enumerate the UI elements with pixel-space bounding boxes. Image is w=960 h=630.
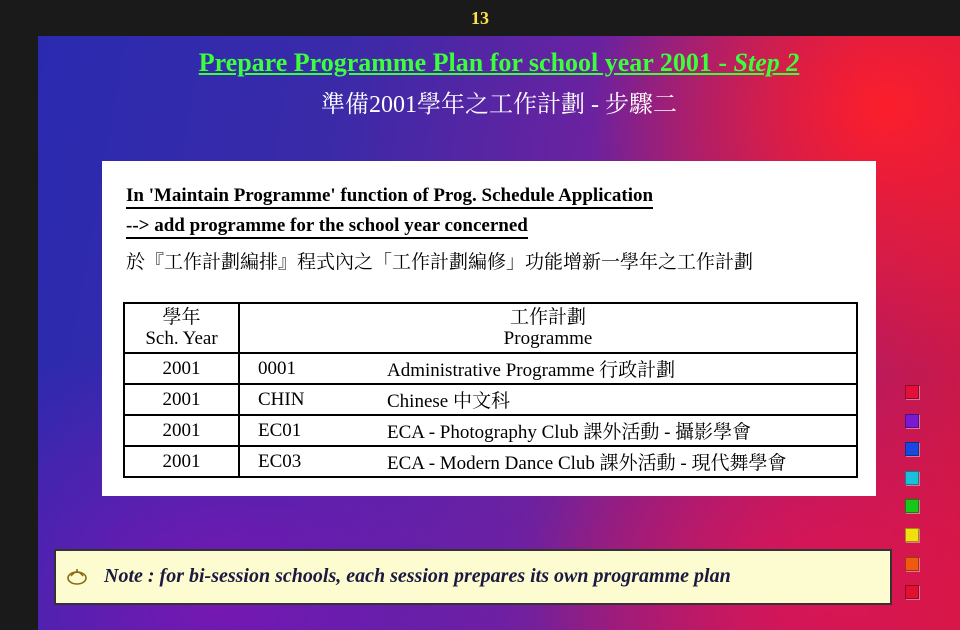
color-swatch (905, 414, 919, 428)
row-year: 2001 (124, 353, 239, 384)
row-year: 2001 (124, 446, 239, 477)
header-school-year-zh: 學年 (162, 307, 201, 328)
row-programme-name: Chinese 中文科 (383, 384, 857, 415)
table-row (124, 353, 857, 384)
color-swatch (905, 385, 919, 399)
row-programme-name: Administrative Programme 行政計劃 (383, 353, 857, 384)
slide-subtitle-chinese: 準備2001學年之工作計劃 - 步驟二 (321, 92, 677, 118)
slide (38, 36, 960, 630)
color-swatch (905, 499, 919, 513)
color-swatch (905, 442, 919, 456)
table-header-row (124, 303, 857, 353)
row-programme-name: ECA - Modern Dance Club 課外活動 - 現代舞學會 (383, 446, 857, 477)
instruction-line-chinese: 於『工作計劃編排』程式內之「工作計劃編修」功能增新一學年之工作計劃 (126, 252, 754, 273)
instruction-line-1: In 'Maintain Programme' function of Prog. Schedule Application (126, 185, 653, 209)
row-programme-name: ECA - Photography Club 課外活動 - 攝影學會 (383, 415, 857, 446)
note-box (54, 549, 892, 605)
slide-title-main: Prepare Programme Plan for school year 2001 - (198, 48, 734, 77)
row-code: EC01 (239, 415, 383, 446)
instruction-line-2: --> add programme for the school year concerned (126, 215, 528, 239)
note-bullet-icon (66, 565, 88, 587)
color-swatch (905, 557, 919, 571)
color-swatch-column (905, 385, 921, 614)
color-swatch (905, 585, 919, 599)
page-number: 13 (471, 8, 489, 28)
screenshot-panel (102, 161, 876, 496)
header-school-year (124, 303, 239, 353)
programme-table (123, 302, 858, 478)
row-year: 2001 (124, 384, 239, 415)
table-row (124, 415, 857, 446)
slide-title-step: Step 2 (733, 48, 800, 77)
row-code: CHIN (239, 384, 383, 415)
row-code: 0001 (239, 353, 383, 384)
row-year: 2001 (124, 415, 239, 446)
slide-title (38, 48, 960, 78)
header-programme-en: Programme (503, 328, 593, 349)
table-row (124, 446, 857, 477)
header-programme-zh: 工作計劃 (509, 307, 586, 328)
color-swatch (905, 471, 919, 485)
header-programme (239, 303, 857, 353)
table-row (124, 384, 857, 415)
note-text: Note : for bi-session schools, each session prepares its own programme plan (104, 565, 731, 587)
row-code: EC03 (239, 446, 383, 477)
color-swatch (905, 528, 919, 542)
header-school-year-en: Sch. Year (145, 328, 218, 349)
